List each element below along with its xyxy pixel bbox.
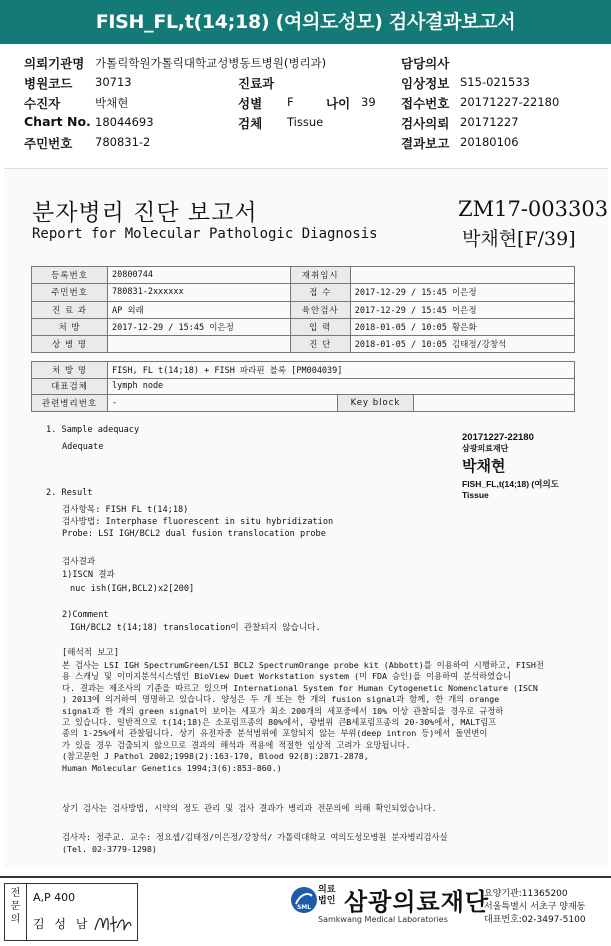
report-title-english: Report for Molecular Pathologic Diagnosis (32, 226, 378, 242)
lab-phone: (Tel. 02-3779-1298) (62, 844, 157, 854)
patient-header (0, 50, 611, 150)
table-value: AP 외래 (108, 301, 291, 318)
patient-label: 수진자 (24, 96, 61, 111)
table-value: 2018-01-05 / 10:05 김태정/강창석 (350, 336, 574, 353)
specialist-name: 김 성 남 (33, 917, 91, 931)
resident-label: 주민번호 (24, 136, 73, 151)
comment-header: 2)Comment (62, 610, 109, 620)
table-value: 2018-01-05 / 10:05 황은화 (350, 318, 574, 335)
table-value: - (108, 395, 338, 412)
clinical-info-value: S15-021533 (460, 75, 530, 89)
table-value: 2017-12-29 / 15:45 이은정 (350, 301, 574, 318)
chart-value: 18044693 (95, 115, 154, 129)
table-key: 진 단 (290, 336, 350, 353)
receipt-no-label: 접수번호 (401, 96, 450, 111)
interpretation-text (62, 660, 544, 774)
resident-value: 780831-2 (95, 135, 151, 149)
interpretation-line: (참고문헌 J Pathol 2002;1998(2):163-170, Blood 92(8):2871-2878, (62, 751, 369, 762)
table-value: 20800744 (108, 267, 291, 284)
table-row (32, 284, 575, 301)
interpretation-line: 용 스캐닝 및 이미지분석시스템인 BioView Duet Workstation system (미 FDA 승인)을 이용하여 분석하였습니 (62, 671, 512, 682)
sex-label: 성별 (238, 96, 263, 111)
report-date-label: 결과보고 (401, 136, 450, 151)
specialist-signature-box (4, 883, 138, 941)
sml-logo-icon (290, 886, 318, 914)
table-row (32, 318, 575, 335)
logo-small-line: 의료 (318, 885, 336, 895)
table-key: 처 방 (32, 318, 108, 335)
patient-value: 박채현 (95, 96, 129, 110)
confirmation-text: 상기 검사는 검사방법, 시약의 정도 관리 및 검사 결과가 병리과 전문의에 의해 확인되었습니다. (62, 803, 437, 813)
stamp-specimen: Tissue (462, 490, 489, 500)
order-table (31, 361, 575, 412)
logo-org-name-en: Samkwang Medical Laboratories (318, 915, 448, 924)
specialist-label (5, 884, 27, 940)
request-date-value: 20171227 (460, 115, 519, 129)
age-value: 39 (361, 95, 376, 109)
report-patient-tag: 박채현[F/39] (462, 228, 576, 250)
table-key: 진 료 과 (32, 301, 108, 318)
interpretation-line: 종의 1-25%에서 관찰됩니다. 상기 유전자중 분석범위에 포함되지 않는 부위(deep intron 등)에서 돌연변이 (62, 728, 488, 739)
test-method: 검사방법: Interphase fluorescent in situ hybridization (62, 517, 334, 527)
report-title-korean: 분자병리 진단 보고서 (32, 200, 258, 226)
table-value: 2017-12-29 / 15:45 이은정 (108, 318, 291, 335)
iscn-result: nuc ish(IGH,BCL2)x2[200] (70, 584, 195, 594)
receipt-no-value: 20171227-22180 (460, 95, 560, 109)
result-header: 검사결과 (62, 557, 96, 567)
doctor-label: 담당의사 (401, 56, 450, 71)
age-label: 나이 (326, 96, 351, 111)
section-sample-title: 1. Sample adequacy (46, 425, 140, 435)
registration-table (31, 266, 575, 353)
table-row (32, 362, 575, 379)
specimen-value: Tissue (287, 115, 324, 129)
specialist-label-text: 전문의 (10, 888, 21, 925)
logo-small-label (318, 885, 335, 907)
logo-mark: SML (296, 904, 312, 911)
table-key: 재취임시 (290, 267, 350, 284)
report-title: FISH_FL,t(14;18) (여의도성모) 검사결과보고서 (0, 0, 611, 44)
table-key: 입 력 (290, 318, 350, 335)
report-id: ZM17-003303 (458, 197, 609, 221)
table-row (32, 395, 575, 412)
institution-value: 가톨릭학원가톨릭대학교성병동트병원(병리과) (95, 56, 327, 70)
logo-org-name: 삼광의료재단 (344, 888, 490, 916)
table-value (108, 336, 291, 353)
comment-text: IGH/BCL2 t(14;18) translocation이 관찰되지 않습니다. (70, 623, 321, 633)
interpretation-line: 가 있을 경우 검출되지 않으므로 결과의 해석과 적용에 적절한 임상적 고려가 요망됩니다. (62, 739, 411, 750)
interpretation-line: ) 2013에 의거하여 명명하고 있습니다. 양성은 두 개 또는 한 개의 fusion signal과 함께, 한 개의 orange (62, 694, 500, 705)
stamp-patient: 박채현 (462, 458, 506, 475)
table-value: lymph node (108, 378, 575, 395)
table-key: 관련병리번호 (32, 395, 108, 412)
table-row (32, 301, 575, 318)
org-info (484, 888, 586, 927)
request-date-label: 검사의뢰 (401, 116, 450, 131)
org-address: 서울특별시 서초구 양재동 (484, 902, 586, 912)
table-value: FISH, FL t(14;18) + FISH 파라핀 블록 [PM004039] (108, 362, 575, 379)
lab-stamp (462, 432, 559, 500)
table-key: 주민번호 (32, 284, 108, 301)
report-date-value: 20180106 (460, 135, 519, 149)
hospital-code-label: 병원코드 (24, 76, 73, 91)
signature-icon (93, 910, 133, 936)
table-value (414, 395, 575, 412)
stamp-org: 삼광의료재단 (462, 444, 509, 453)
table-key: 상 병 명 (32, 336, 108, 353)
table-value: 2017-12-29 / 15:45 이은정 (350, 284, 574, 301)
table-key: 등록번호 (32, 267, 108, 284)
table-key: 대표검체 (32, 378, 108, 395)
section-result-title: 2. Result (46, 488, 93, 498)
examiner-text: 검사자: 정주교. 교수: 정요셉/김태정/이은정/강창석/ 가톨릭대학교 여의도성모병원 분자병리검사실 (62, 832, 448, 842)
interpretation-header: [해석적 보고] (62, 648, 120, 658)
institution-label: 의뢰기관명 (24, 56, 85, 71)
clinical-info-label: 임상정보 (401, 76, 450, 91)
table-key: 접 수 (290, 284, 350, 301)
interpretation-line: 다. 결과는 제조사의 기준을 따르고 있으며 International System for Human Cytogenetic Nomenclature (ISCN (62, 682, 538, 693)
logo-small-line: 법인 (318, 896, 336, 906)
chart-label: Chart No. (24, 114, 91, 129)
table-key: 처 방 명 (32, 362, 108, 379)
iscn-header: 1)ISCN 결과 (62, 570, 115, 580)
stamp-test: FISH_FL,t(14;18) (여의도 (462, 479, 559, 489)
table-row (32, 267, 575, 284)
table-value: 780831-2xxxxxx (108, 284, 291, 301)
hospital-code-value: 30713 (95, 75, 132, 89)
footer (0, 876, 611, 946)
sample-adequacy-value: Adequate (62, 442, 104, 452)
department-label: 진료과 (238, 76, 275, 91)
table-row (32, 378, 575, 395)
specimen-label: 검체 (238, 116, 263, 131)
org-code: 요양기관:11365200 (484, 889, 568, 899)
table-key: Key block (338, 395, 414, 412)
interpretation-line: 고 있습니다. 일반적으로 t(14;18)은 소포림프종의 80%에서, 광범위 큰B세포림프종의 20-30%에서, MALT림프 (62, 717, 497, 728)
table-key: 육안검사 (290, 301, 350, 318)
stamp-receipt-no: 20171227-22180 (462, 432, 534, 443)
interpretation-line: 본 검사는 LSI IGH SpectrumGreen/LSI BCL2 SpectrumOrange probe kit (Abbott)를 이용하여 시행하고, FISH전 (62, 660, 544, 670)
test-item: 검사항목: FISH FL t(14;18) (62, 505, 189, 515)
sex-value: F (287, 95, 294, 109)
org-phone: 대표번호:02-3497-5100 (484, 915, 586, 925)
test-probe: Probe: LSI IGH/BCL2 dual fusion translocation probe (62, 529, 326, 539)
interpretation-line: signal과 한 개의 green signal이 보이는 세포가 최소 200개의 세포중에서 10% 이상 관찰되을 경우로 규정하 (62, 705, 504, 716)
ap-number: A,P 400 (33, 891, 76, 904)
table-row (32, 336, 575, 353)
table-value (350, 267, 574, 284)
interpretation-line: Human Molecular Genetics 1994;3(6):853-860.) (62, 762, 282, 773)
